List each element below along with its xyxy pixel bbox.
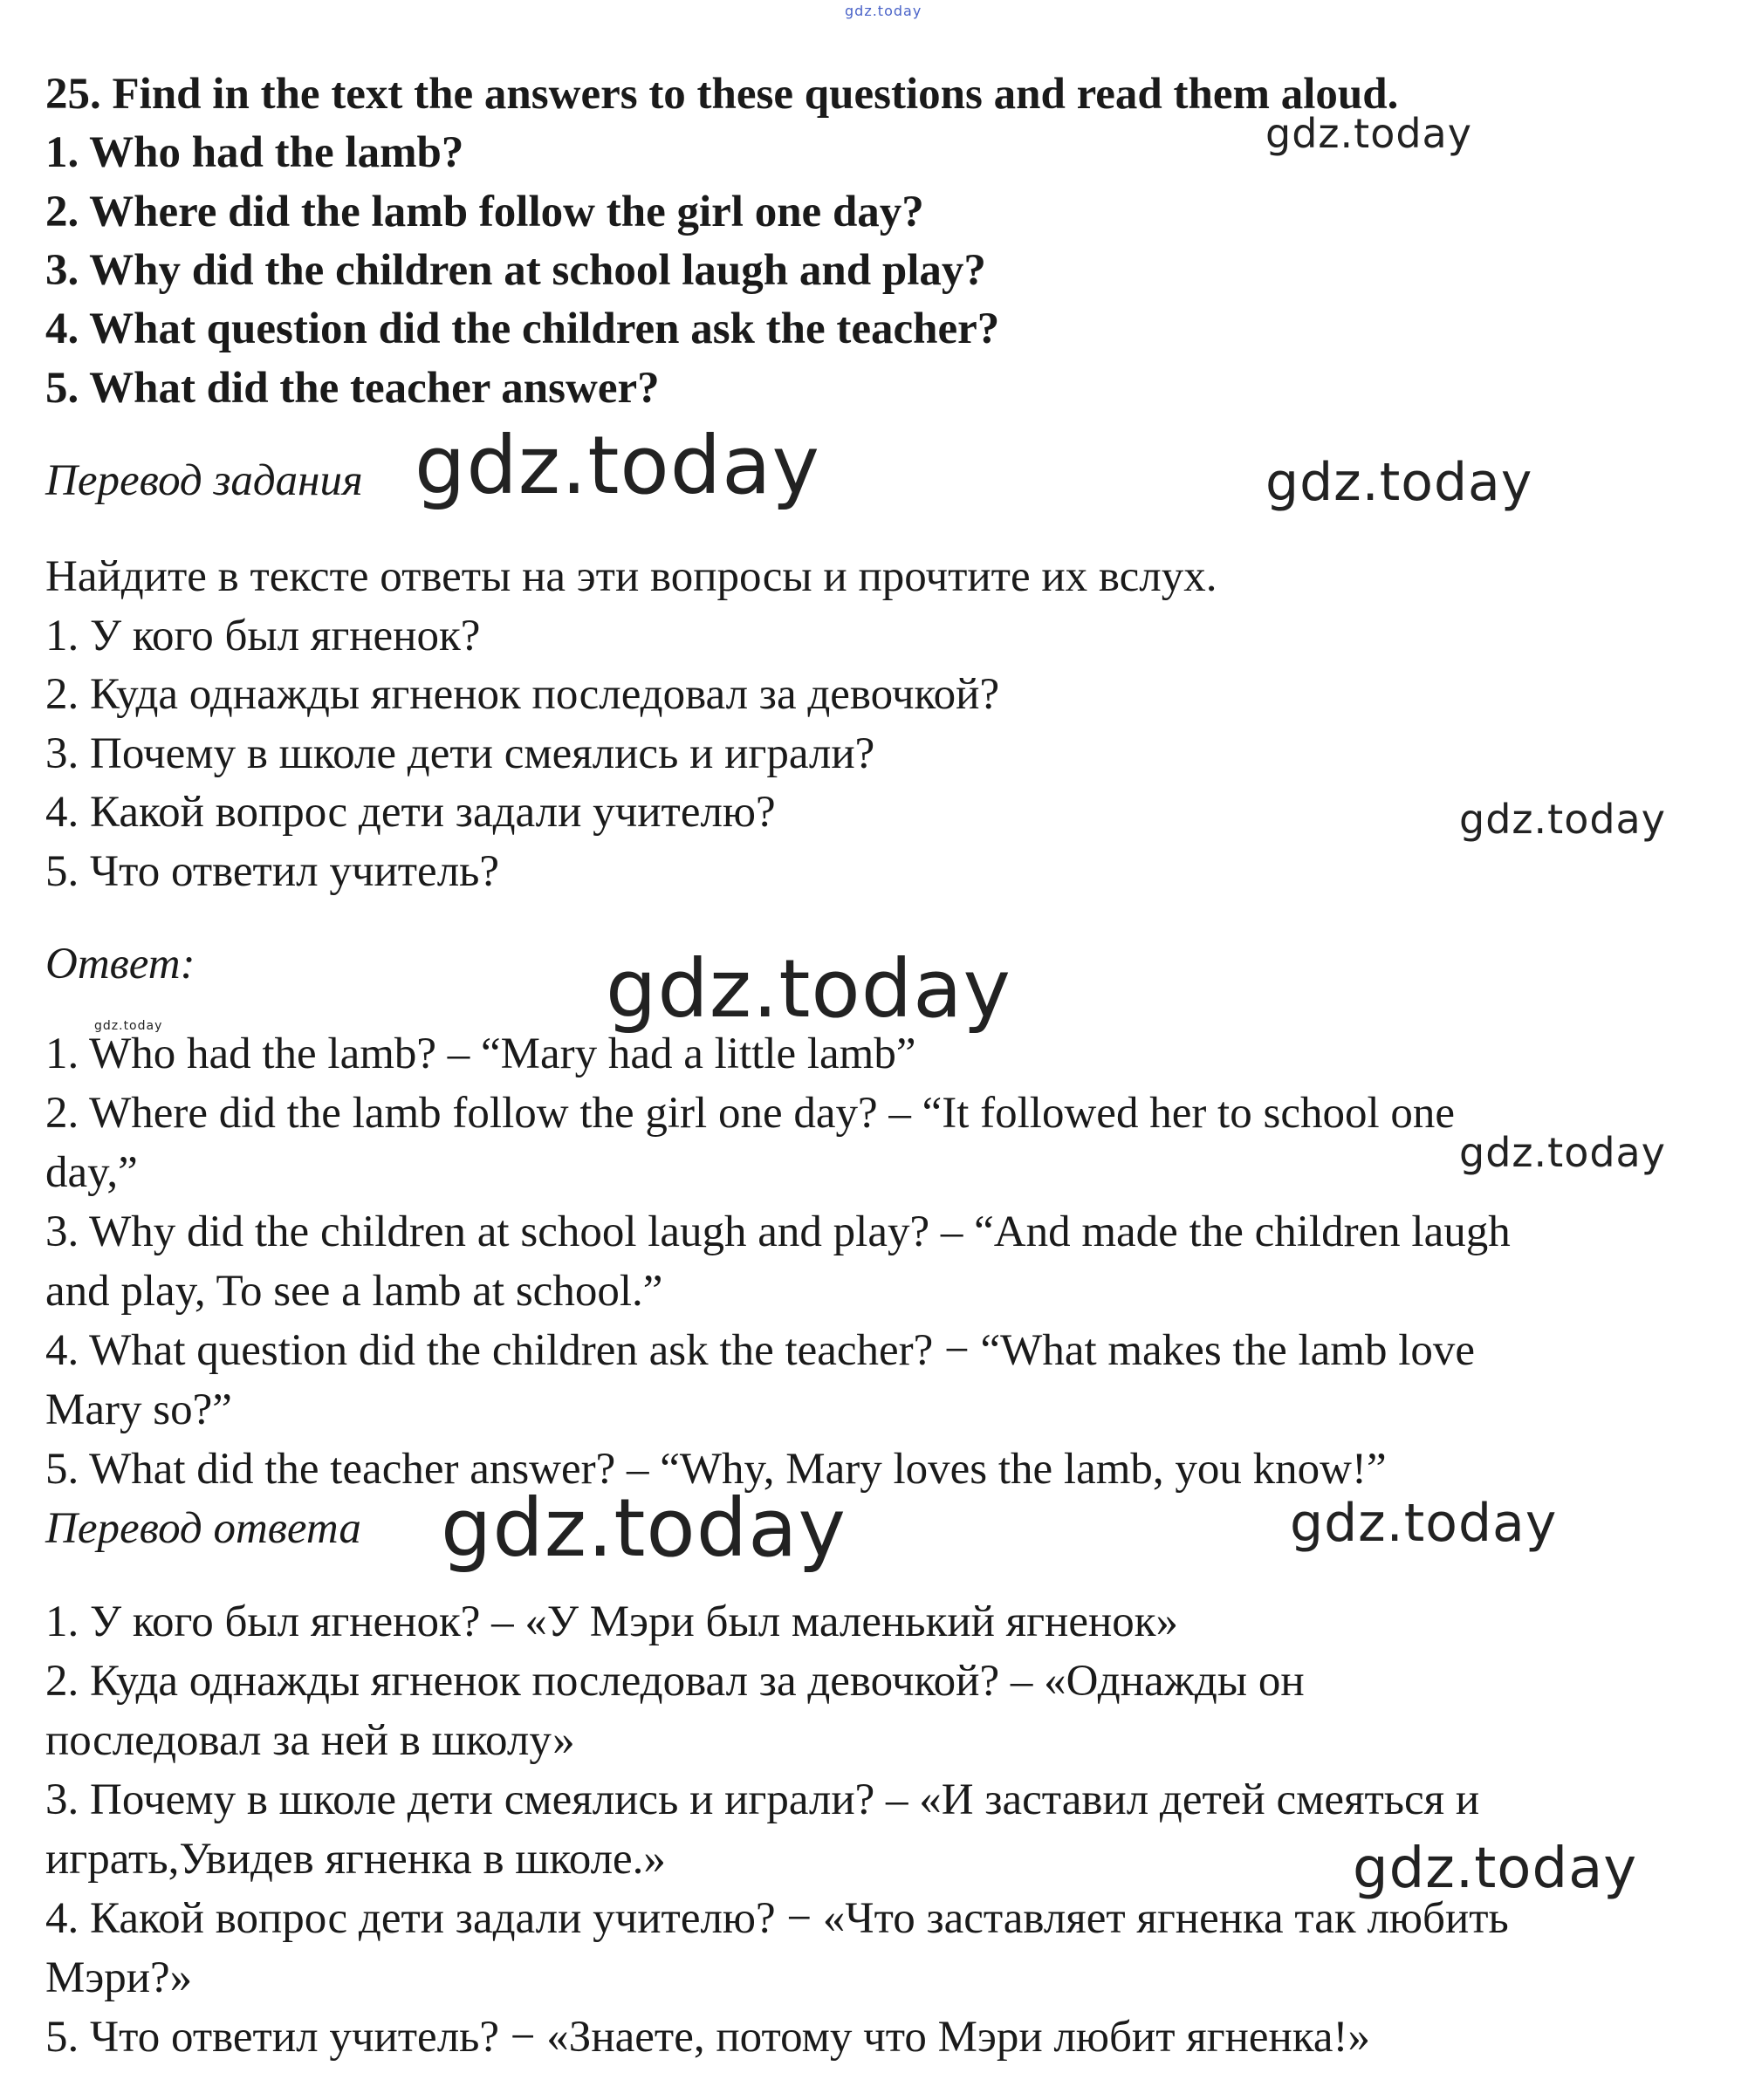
task-translation-question-2: 2. Куда однажды ягненок последовал за девочкой? (45, 670, 1000, 719)
task-translation-question-5: 5. Что ответил учитель? (45, 847, 500, 896)
watermark: gdz.today (1353, 1837, 1638, 1901)
answer-line-7: Mary so?” (45, 1385, 232, 1434)
answer-line-3: day,” (45, 1148, 138, 1197)
watermark: gdz.today (415, 419, 820, 512)
task-translation-question-4: 4. Какой вопрос дети задали учителю? (45, 788, 776, 837)
task-question-4: 4. What question did the children ask the teacher? (45, 304, 1000, 353)
answer-translation-line-6: 4. Какой вопрос дети задали учителю? − «Что заставляет ягненка так любить (45, 1894, 1509, 1943)
answer-line-6: 4. What question did the children ask the teacher? − “What makes the lamb love (45, 1326, 1476, 1375)
answer-translation-line-1: 1. У кого был ягненок? – «У Мэри был маленький ягненок» (45, 1597, 1179, 1646)
answer-line-2: 2. Where did the lamb follow the girl one day? – “It followed her to school one (45, 1089, 1456, 1138)
task-translation-question-3: 3. Почему в школе дети смеялись и играли? (45, 729, 875, 778)
watermark: gdz.today (1290, 1493, 1558, 1554)
answer-label: Ответ: (45, 940, 195, 988)
watermark: gdz.today (441, 1481, 847, 1575)
answer-translation-label: Перевод ответа (45, 1504, 361, 1553)
task-header: 25. Find in the text the answers to these questions and read them aloud. (45, 70, 1399, 119)
watermark: gdz.today (606, 942, 1011, 1036)
watermark: gdz.today (1459, 796, 1666, 843)
task-translation-header: Найдите в тексте ответы на эти вопросы и прочтите их вслух. (45, 552, 1217, 601)
answer-translation-line-8: 5. Что ответил учитель? − «Знаете, потому что Мэри любит ягненка!» (45, 2013, 1370, 2062)
task-translation-question-1: 1. У кого был ягненок? (45, 612, 481, 660)
answer-line-5: and play, To see a lamb at school.” (45, 1267, 663, 1316)
answer-line-1: 1. Who had the lamb? – “Mary had a little lamb” (45, 1029, 916, 1078)
task-question-2: 2. Where did the lamb follow the girl one day? (45, 188, 924, 236)
answer-translation-line-3: последовал за ней в школу» (45, 1716, 575, 1765)
watermark: gdz.today (1265, 452, 1533, 513)
watermark: gdz.today (1265, 110, 1472, 157)
watermark-top: gdz.today (845, 3, 922, 19)
answer-translation-line-2: 2. Куда однажды ягненок последовал за девочкой? – «Однажды он (45, 1657, 1305, 1706)
watermark: gdz.today (1459, 1129, 1666, 1176)
task-translation-label: Перевод задания (45, 456, 363, 505)
task-question-1: 1. Who had the lamb? (45, 128, 464, 177)
answer-line-4: 3. Why did the children at school laugh and play? – “And made the children laugh (45, 1207, 1511, 1256)
answer-line-8: 5. What did the teacher answer? – “Why, Mary loves the lamb, you know!” (45, 1445, 1387, 1494)
answer-translation-line-7: Мэри?» (45, 1953, 193, 2002)
task-question-5: 5. What did the teacher answer? (45, 364, 660, 413)
answer-translation-line-5: играть,Увидев ягненка в школе.» (45, 1835, 666, 1884)
answer-translation-line-4: 3. Почему в школе дети смеялись и играли? – «И заставил детей смеяться и (45, 1775, 1480, 1824)
watermark-small: gdz.today (94, 1019, 163, 1033)
task-question-3: 3. Why did the children at school laugh and play? (45, 246, 986, 295)
